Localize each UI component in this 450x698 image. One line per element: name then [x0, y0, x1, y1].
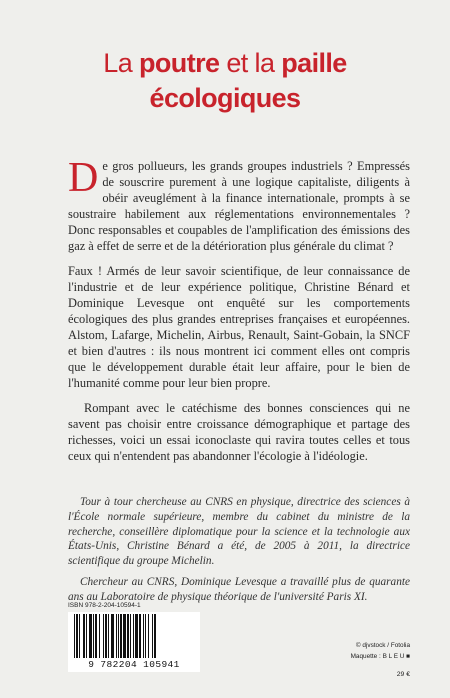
barcode	[68, 612, 200, 672]
credits	[351, 640, 410, 662]
author-bio-2: Chercheur au CNRS, Dominique Levesque a travaillé plus de quarante ans au Laboratoire de physique théorique de l'université Paris XI.	[68, 575, 410, 603]
title-part: paille	[281, 48, 347, 78]
blurb-paragraph-1-text: e gros pollueurs, les grands groupes industriels ? Empressés de souscrire purement à une logique capitaliste, diligents à obéir aveuglément à la finance internationale, prompts à se soustraire habilement aux réglementations environnementales ? Donc responsables et coupables de l'amplification des émissions des gaz à effet de serre et de la détérioration plus générale du climat ?	[68, 159, 410, 253]
price: 29 €	[396, 671, 410, 678]
title-part: La	[103, 48, 140, 78]
blurb-paragraph-1	[68, 155, 410, 254]
blurb	[68, 155, 410, 473]
author-bios	[68, 495, 410, 611]
book-title	[0, 46, 450, 116]
title-line-1	[0, 46, 450, 81]
barcode-bars	[72, 614, 196, 660]
barcode-digits: 9 782204 105941	[68, 659, 200, 670]
title-part: poutre	[139, 48, 220, 78]
photo-credit: © djvstock / Fotolia	[355, 642, 410, 649]
author-bio-1: Tour à tour chercheuse au CNRS en physique, directrice des sciences à l'École normale supérieure, membre du cabinet du ministre de la recherche, conseillère diplomatique pour la science et la technologie aux États-Unis, Christine Bénard a été, de 2005 à 2011, la directrice scientifique du groupe Michelin.	[68, 496, 410, 568]
blurb-paragraph-3: Rompant avec le catéchisme des bonnes consciences qui ne savent pas choisir entre croissance démographique et partage des richesses, voici un essai iconoclaste qui ravira toutes celles et tous ceux qui n'entendent pas abandonner l'écologie à l'idéologie.	[68, 401, 410, 463]
blurb-paragraph-2: Faux ! Armés de leur savoir scientifique, de leur connaissance de l'industrie et de leur expérience politique, Christine Bénard et Dominique Levesque ont enquêté sur les comportements écologiques des plus grandes entreprises françaises et européennes. Alstom, Lafarge, Michelin, Airbus, Renault, Saint-Gobain, la SNCF et bien d'autres : ils nous montrent ici comment elles ont compris que le développement durable était leur affaire, pour le bien de l'humanité comme pour leur bien propre.	[68, 264, 410, 390]
layout-credit: Maquette : B L E U ■	[350, 653, 410, 660]
isbn-text: ISBN 978-2-204-10594-1	[68, 602, 141, 609]
title-part: et la	[219, 48, 282, 78]
title-line-2: écologiques	[149, 83, 301, 113]
drop-cap: D	[68, 155, 99, 201]
